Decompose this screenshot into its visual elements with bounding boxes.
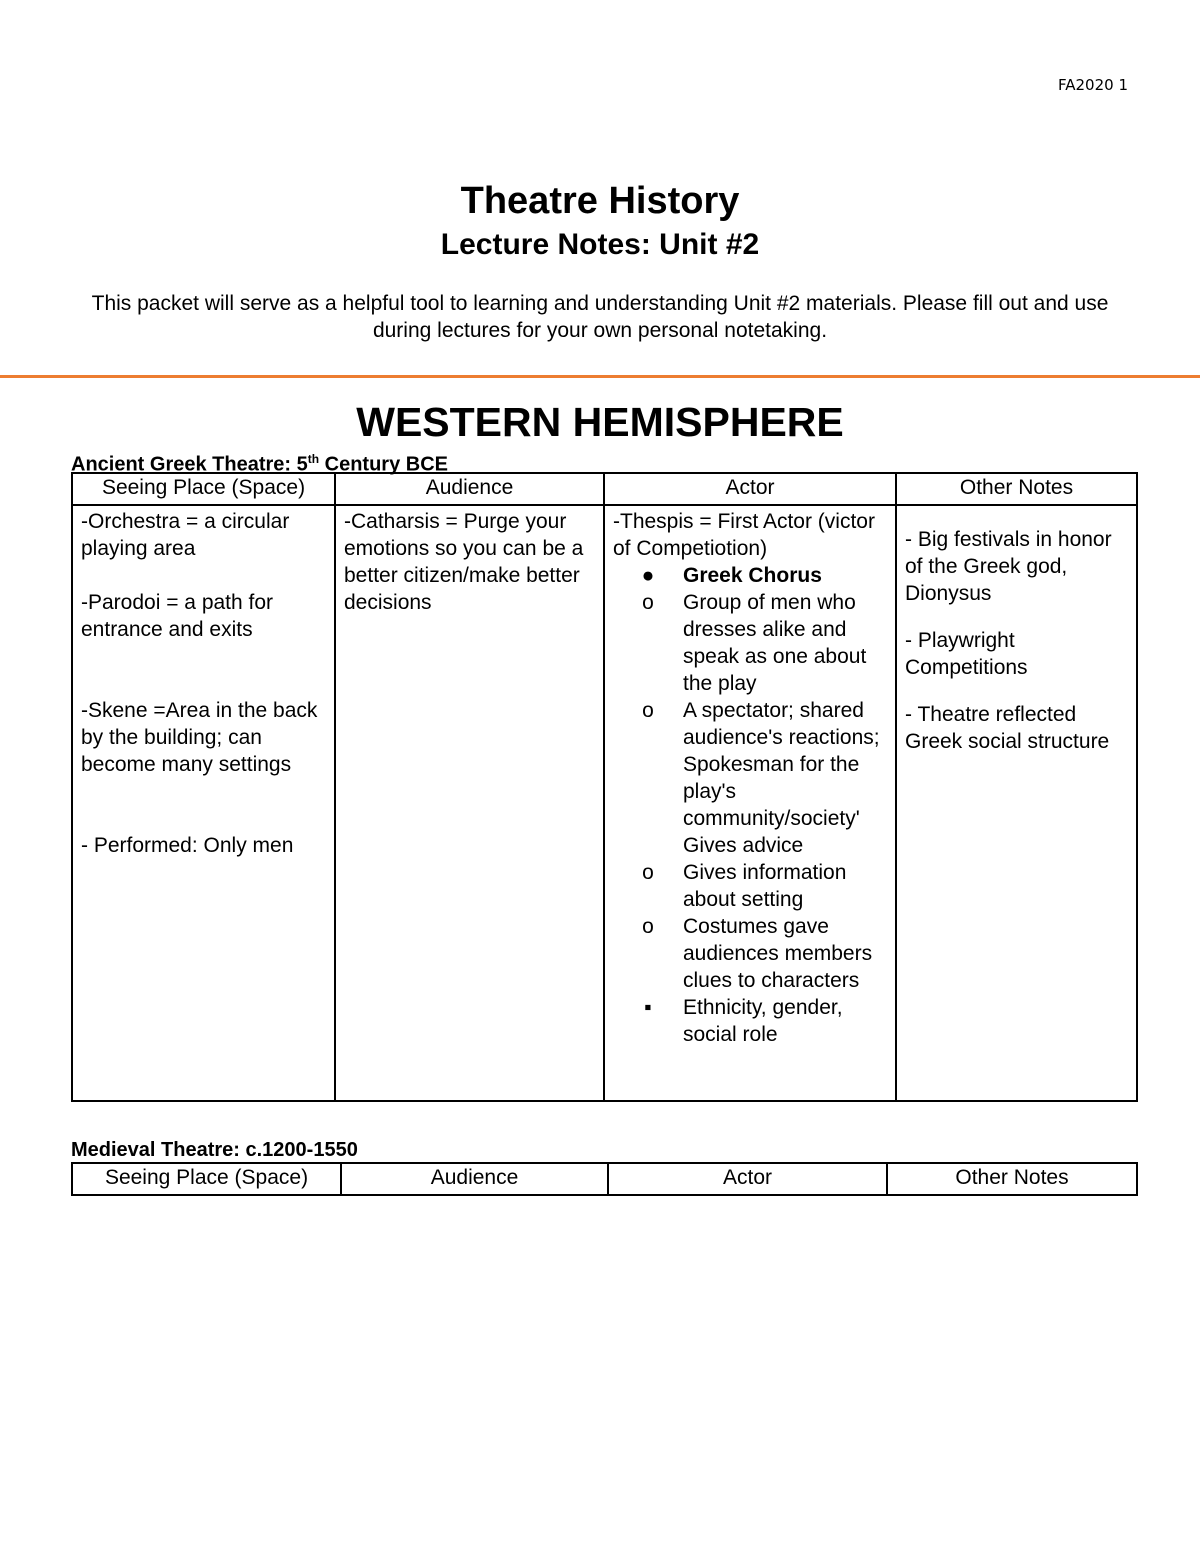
space-cell (72, 505, 335, 1101)
greek-title-text: Ancient Greek Theatre: 5 (71, 453, 308, 476)
greek-header-row (72, 473, 1137, 505)
list-item-text: A spectator; shared audience's reactions; Spokesman for the play's community/society' Gives advice (683, 699, 880, 857)
hemisphere-heading: WESTERN HEMISPHERE (356, 399, 844, 445)
list-item-text: Ethnicity, gender, social role (683, 996, 843, 1046)
list-item-text: Gives information about setting (683, 861, 847, 911)
other-note: - Playwright Competitions (905, 629, 1028, 679)
bullet-icon: o (642, 699, 654, 722)
space-note: -Skene =Area in the back by the building; can become many settings (81, 699, 318, 776)
other-note: - Big festivals in honor of the Greek god, Dionysus (905, 528, 1112, 605)
list-item (613, 697, 887, 859)
list-item (613, 859, 887, 913)
list-item (613, 913, 887, 994)
space-note: -Orchestra = a circular playing area (81, 510, 290, 560)
greek-content-row (72, 505, 1137, 1101)
actor-cell (604, 505, 896, 1101)
list-item (613, 562, 887, 589)
space-note: -Parodoi = a path for entrance and exits (81, 591, 274, 641)
document-title: Theatre History (460, 180, 740, 222)
list-item (613, 994, 887, 1048)
other-notes-cell (896, 505, 1137, 1101)
column-header-audience: Audience (335, 473, 604, 505)
column-header-other-notes: Other Notes (887, 1163, 1137, 1195)
column-header-audience: Audience (341, 1163, 608, 1195)
bullet-icon: o (642, 591, 654, 614)
bullet-icon: o (642, 915, 654, 938)
page-header-reference: FA2020 1 (1058, 76, 1128, 94)
greek-title-rest: Century BCE (319, 453, 448, 476)
intro-paragraph: This packet will serve as a helpful tool to learning and understanding Unit #2 materials. Please fill out and use during lectures for your own personal notetaking. (91, 292, 1109, 342)
list-item-text: Costumes gave audiences members clues to characters (683, 915, 873, 992)
actor-intro: -Thespis = First Actor (victor of Competiotion) (613, 510, 875, 560)
medieval-section-title: Medieval Theatre: c.1200-1550 (71, 1139, 358, 1161)
column-header-space: Seeing Place (Space) (72, 1163, 341, 1195)
list-item (613, 589, 887, 697)
bullet-icon: ▪ (644, 996, 652, 1019)
bullet-icon: ● (641, 564, 655, 587)
actor-bullet-list (613, 562, 887, 1048)
list-item-text: Group of men who dresses alike and speak as one about the play (683, 591, 867, 695)
audience-cell (335, 505, 604, 1101)
column-header-other-notes: Other Notes (896, 473, 1137, 505)
medieval-header-row (72, 1163, 1137, 1195)
list-item-text: Greek Chorus (683, 564, 822, 587)
column-header-space: Seeing Place (Space) (72, 473, 335, 505)
column-header-actor: Actor (604, 473, 896, 505)
column-header-actor: Actor (608, 1163, 887, 1195)
audience-note: -Catharsis = Purge your emotions so you can be a better citizen/make better decisions (344, 510, 584, 614)
orange-divider (0, 375, 1200, 378)
greek-title-superscript: th (307, 452, 320, 466)
medieval-notes-table (71, 1162, 1138, 1196)
space-note: - Performed: Only men (81, 834, 294, 857)
bullet-icon: o (642, 861, 654, 884)
document-subtitle: Lecture Notes: Unit #2 (440, 228, 760, 261)
greek-notes-table (71, 472, 1138, 1102)
other-note: - Theatre reflected Greek social structure (905, 703, 1110, 753)
